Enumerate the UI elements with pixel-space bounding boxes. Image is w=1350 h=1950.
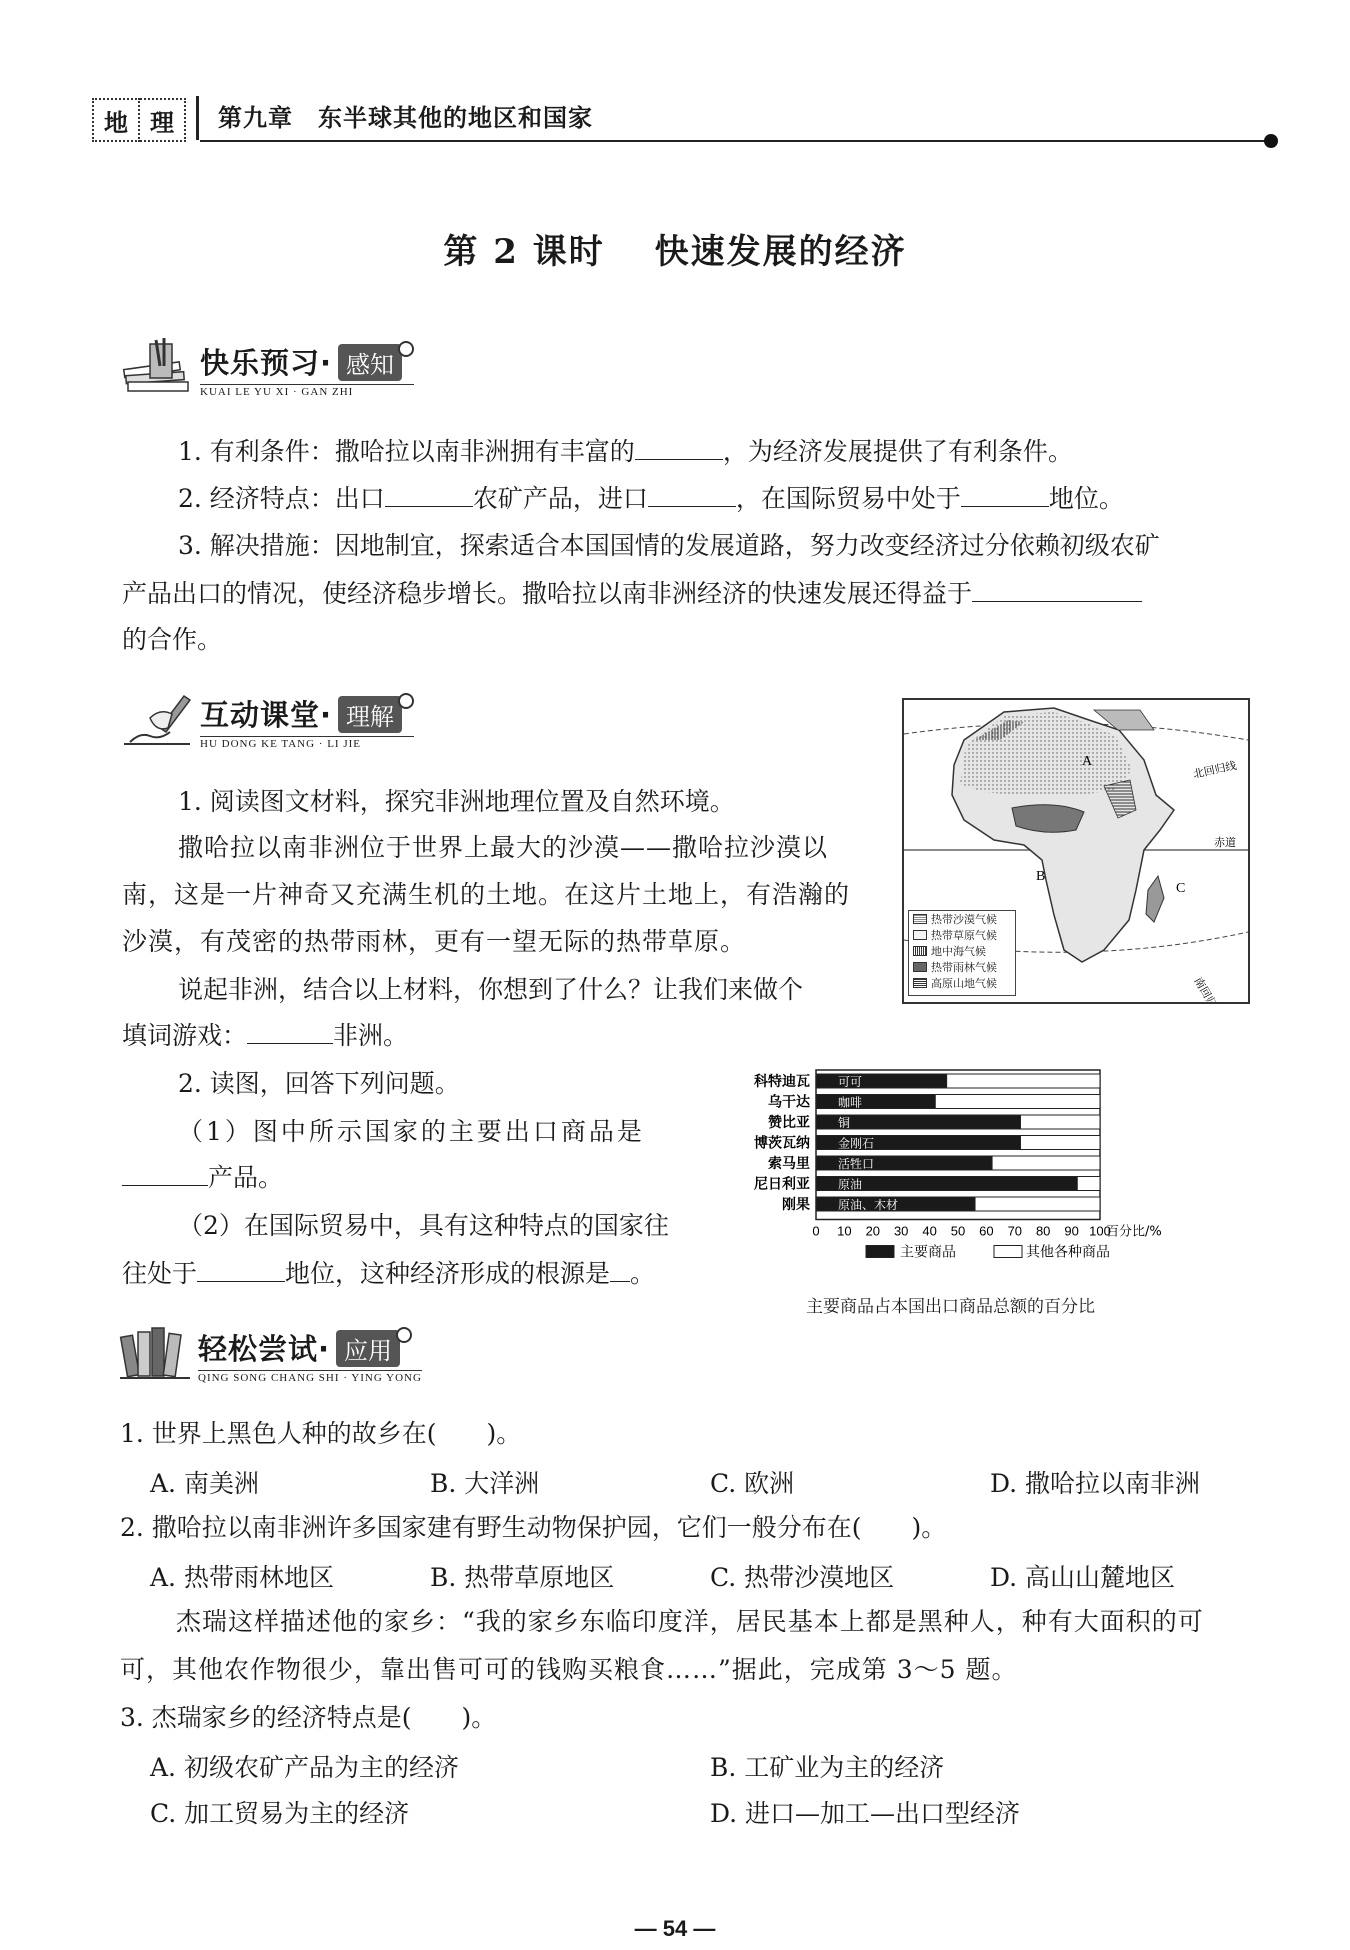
bar-product-label: 原油 xyxy=(838,1177,863,1192)
q3-option-c[interactable]: C. 加工贸易为主的经济 xyxy=(150,1799,410,1828)
section-badge: 应用 xyxy=(336,1330,400,1367)
legend-label: 热带沙漠气候 xyxy=(931,913,997,926)
preview-q3-line3: 的合作。 xyxy=(122,625,223,654)
x-tick-label: 30 xyxy=(893,1223,909,1239)
story-line2: 可，其他农作物很少，靠出售可可的钱购买粮食……”据此，完成第 3～5 题。 xyxy=(120,1655,1018,1684)
answer-blank[interactable] xyxy=(247,1017,333,1044)
highland-swatch xyxy=(913,978,927,988)
interact-sub1-line1: （1）图中所示国家的主要出口商品是 xyxy=(178,1117,645,1146)
map-label-tropic-north: 北回归线 xyxy=(1191,759,1238,781)
bar-other xyxy=(947,1074,1100,1088)
q2-option-c[interactable]: C. 热带沙漠地区 xyxy=(710,1563,895,1592)
header-rule-dot xyxy=(1264,134,1278,148)
text: 。 xyxy=(630,1259,656,1288)
q1-option-a[interactable]: A. 南美洲 xyxy=(150,1469,259,1498)
x-tick-label: 80 xyxy=(1035,1223,1051,1239)
q1-option-b[interactable]: B. 大洋洲 xyxy=(430,1469,540,1498)
country-label: 科特迪瓦 xyxy=(754,1074,810,1090)
country-label: 索马里 xyxy=(768,1156,810,1172)
interact-paragraph: 撒哈拉以南非洲位于世界上最大的沙漠——撒哈拉沙漠以南，这是一片神奇又充满生机的土地。在这片土地上，有浩瀚的沙漠，有茂密的热带雨林，更有一望无际的热带草原。 xyxy=(122,833,851,956)
interact-fill-game xyxy=(122,1012,408,1059)
section-pinyin: QING SONG CHANG SHI · YING YONG xyxy=(198,1372,422,1384)
q3-option-a[interactable]: A. 初级农矿产品为主的经济 xyxy=(150,1753,459,1782)
answer-blank[interactable] xyxy=(197,1255,285,1282)
books-stack-icon xyxy=(118,1322,192,1384)
section-badge: 感知 xyxy=(338,344,402,381)
legend-row xyxy=(913,975,1015,991)
header-divider xyxy=(196,96,199,140)
section-name: 互动课堂 xyxy=(200,698,321,732)
text: 产品。 xyxy=(208,1163,284,1192)
section-dot: · xyxy=(320,346,333,380)
text: 2. 经济特点：出口 xyxy=(178,484,385,513)
x-tick-label: 10 xyxy=(837,1223,852,1239)
text: 往处于 xyxy=(122,1259,198,1288)
bar-other xyxy=(1020,1115,1100,1129)
header-rule xyxy=(200,140,1270,142)
answer-blank[interactable] xyxy=(385,480,473,507)
x-tick-label: 100 xyxy=(1089,1223,1111,1239)
text: 填词游戏： xyxy=(122,1021,248,1050)
text: 地位。 xyxy=(1048,484,1124,513)
map-label-a: A xyxy=(1082,754,1093,769)
answer-blank[interactable] xyxy=(961,480,1049,507)
books-pencil-icon xyxy=(120,336,194,398)
subject-char: 理 xyxy=(140,98,186,142)
country-label: 乌干达 xyxy=(768,1094,810,1111)
preview-q3-line1: 3. 解决措施：因地制宜，探索适合本国国情的发展道路，努力改变经济过分依赖初级农矿 xyxy=(178,531,1160,560)
export-bar-chart xyxy=(716,1064,1256,1314)
bar-main xyxy=(816,1074,947,1088)
legend-row xyxy=(913,959,1015,975)
map-label-tropic-south: 南回归线 xyxy=(1191,975,1225,1002)
interact-para2: 说起非洲，结合以上材料，你想到了什么？让我们来做个 xyxy=(178,975,804,1004)
preview-q2 xyxy=(178,475,1278,522)
legend-label: 地中海气候 xyxy=(931,945,986,958)
country-label: 刚果 xyxy=(782,1197,810,1213)
badge-pin-icon xyxy=(398,693,414,709)
subject-char: 地 xyxy=(92,98,140,142)
country-label: 博茨瓦纳 xyxy=(754,1135,810,1152)
bar-other xyxy=(992,1156,1100,1170)
answer-blank[interactable] xyxy=(972,575,1142,602)
legend-label: 热带雨林气候 xyxy=(931,961,997,974)
interact-sub1-line2 xyxy=(122,1154,283,1201)
text: 非洲。 xyxy=(333,1021,409,1050)
section-pinyin: HU DONG KE TANG · LI JIE xyxy=(200,736,414,750)
mediterranean-swatch xyxy=(913,946,927,956)
map-label-b: B xyxy=(1036,869,1046,884)
map-legend xyxy=(908,910,1016,996)
bar-product-label: 原油、木材 xyxy=(838,1198,899,1212)
q1-option-d[interactable]: D. 撒哈拉以南非洲 xyxy=(990,1469,1201,1498)
legend-row xyxy=(913,943,1015,959)
x-tick-label: 70 xyxy=(1007,1223,1023,1239)
answer-blank[interactable] xyxy=(648,480,736,507)
savanna-swatch xyxy=(913,930,927,940)
badge-pin-icon xyxy=(396,1327,412,1343)
country-label: 尼日利亚 xyxy=(754,1176,810,1193)
q2-option-d[interactable]: D. 高山山麓地区 xyxy=(990,1563,1176,1592)
legend-swatch-other xyxy=(994,1246,1022,1258)
bar-main xyxy=(816,1095,935,1109)
x-tick-label: 20 xyxy=(865,1223,881,1239)
bar-product-label: 咖啡 xyxy=(838,1095,863,1110)
writing-hand-icon xyxy=(120,688,194,750)
x-tick-label: 0 xyxy=(812,1223,820,1239)
bar-other xyxy=(1077,1177,1100,1191)
section-preview-header xyxy=(120,336,414,398)
section-interact-header xyxy=(120,688,414,750)
map-label-c: C xyxy=(1176,881,1186,896)
legend-row xyxy=(913,927,1015,943)
preview-q1 xyxy=(178,428,1278,475)
section-try-header xyxy=(118,1322,422,1384)
rainforest-swatch xyxy=(913,962,927,972)
text: ，在国际贸易中处于 xyxy=(735,484,961,513)
q2-option-a[interactable]: A. 热带雨林地区 xyxy=(150,1563,334,1592)
text: 1. 有利条件：撒哈拉以南非洲拥有丰富的 xyxy=(178,437,635,466)
q2-option-b[interactable]: B. 热带草原地区 xyxy=(430,1563,615,1592)
section-badge: 理解 xyxy=(338,696,402,733)
q3-option-d[interactable]: D. 进口—加工—出口型经济 xyxy=(710,1799,1021,1828)
answer-blank[interactable] xyxy=(635,433,723,460)
try-q3: 3. 杰瑞家乡的经济特点是( )。 xyxy=(120,1703,497,1732)
legend-row xyxy=(913,911,1015,927)
legend-swatch-main xyxy=(866,1246,894,1258)
story-line1: 杰瑞这样描述他的家乡：“我的家乡东临印度洋，居民基本上都是黑种人，种有大面积的可 xyxy=(176,1607,1204,1636)
q1-option-c[interactable]: C. 欧洲 xyxy=(710,1469,795,1498)
bar-other xyxy=(975,1197,1100,1211)
preview-q3-line2 xyxy=(122,570,1272,617)
try-q2: 2. 撒哈拉以南非洲许多国家建有野生动物保护园，它们一般分布在( )。 xyxy=(120,1513,947,1542)
africa-climate-map xyxy=(902,698,1250,1004)
page-number: — 54 — xyxy=(634,1916,716,1941)
bar-product-label: 活牲口 xyxy=(838,1157,875,1171)
rainforest-zone xyxy=(1012,805,1084,832)
badge-pin-icon xyxy=(398,341,414,357)
legend-label: 热带草原气候 xyxy=(931,929,997,942)
x-tick-label: 90 xyxy=(1064,1223,1079,1239)
section-name: 快乐预习 xyxy=(200,346,321,380)
bar-other xyxy=(1020,1136,1100,1150)
text: 产品出口的情况，使经济稳步增长。撒哈拉以南非洲经济的快速发展还得益于 xyxy=(122,579,973,608)
desert-swatch xyxy=(913,914,927,924)
legend-label-main: 主要商品 xyxy=(900,1244,956,1261)
section-dot: · xyxy=(320,698,333,732)
madagascar-outline xyxy=(1146,876,1164,922)
interact-sub2-line1: （2）在国际贸易中，具有这种特点的国家往 xyxy=(178,1211,669,1240)
bar-product-label: 铜 xyxy=(838,1116,851,1130)
text: 农矿产品，进口 xyxy=(472,484,648,513)
q3-option-b[interactable]: B. 工矿业为主的经济 xyxy=(710,1753,945,1782)
lesson-number: 第 2 课时 xyxy=(443,232,605,272)
x-axis-unit: 百分比/% xyxy=(1106,1224,1162,1240)
interact-q2: 2. 读图，回答下列问题。 xyxy=(178,1069,460,1098)
section-dot: · xyxy=(318,1332,331,1366)
x-tick-label: 60 xyxy=(979,1223,994,1239)
x-tick-label: 40 xyxy=(922,1223,937,1239)
interact-q1: 1. 阅读图文材料，探究非洲地理位置及自然环境。 xyxy=(178,787,735,816)
map-label-equator: 赤道 xyxy=(1214,836,1236,849)
legend-label: 高原山地气候 xyxy=(931,977,997,990)
section-name: 轻松尝试 xyxy=(198,1332,319,1366)
chart-caption: 主要商品占本国出口商品总额的百分比 xyxy=(806,1297,1095,1317)
answer-blank[interactable] xyxy=(122,1159,208,1186)
subject-box xyxy=(92,98,186,140)
bar-other xyxy=(935,1095,1100,1109)
chapter-title: 第九章 东半球其他的地区和国家 xyxy=(218,103,593,132)
legend-label-other: 其他各种商品 xyxy=(1026,1244,1110,1261)
bar-product-label: 金刚石 xyxy=(838,1136,875,1151)
text: 地位，这种经济形成的根源是 xyxy=(285,1259,611,1288)
try-q1: 1. 世界上黑色人种的故乡在( )。 xyxy=(120,1419,522,1448)
x-tick-label: 50 xyxy=(950,1223,966,1239)
text: ，为经济发展提供了有利条件。 xyxy=(722,437,1073,466)
section-pinyin: KUAI LE YU XI · GAN ZHI xyxy=(200,384,414,398)
bar-product-label: 可可 xyxy=(838,1075,863,1089)
interact-sub2-line2 xyxy=(122,1250,655,1297)
country-label: 赞比亚 xyxy=(768,1115,810,1131)
lesson-title xyxy=(0,224,1350,273)
answer-blank[interactable] xyxy=(610,1255,630,1282)
lesson-name: 快速发展的经济 xyxy=(654,232,907,272)
